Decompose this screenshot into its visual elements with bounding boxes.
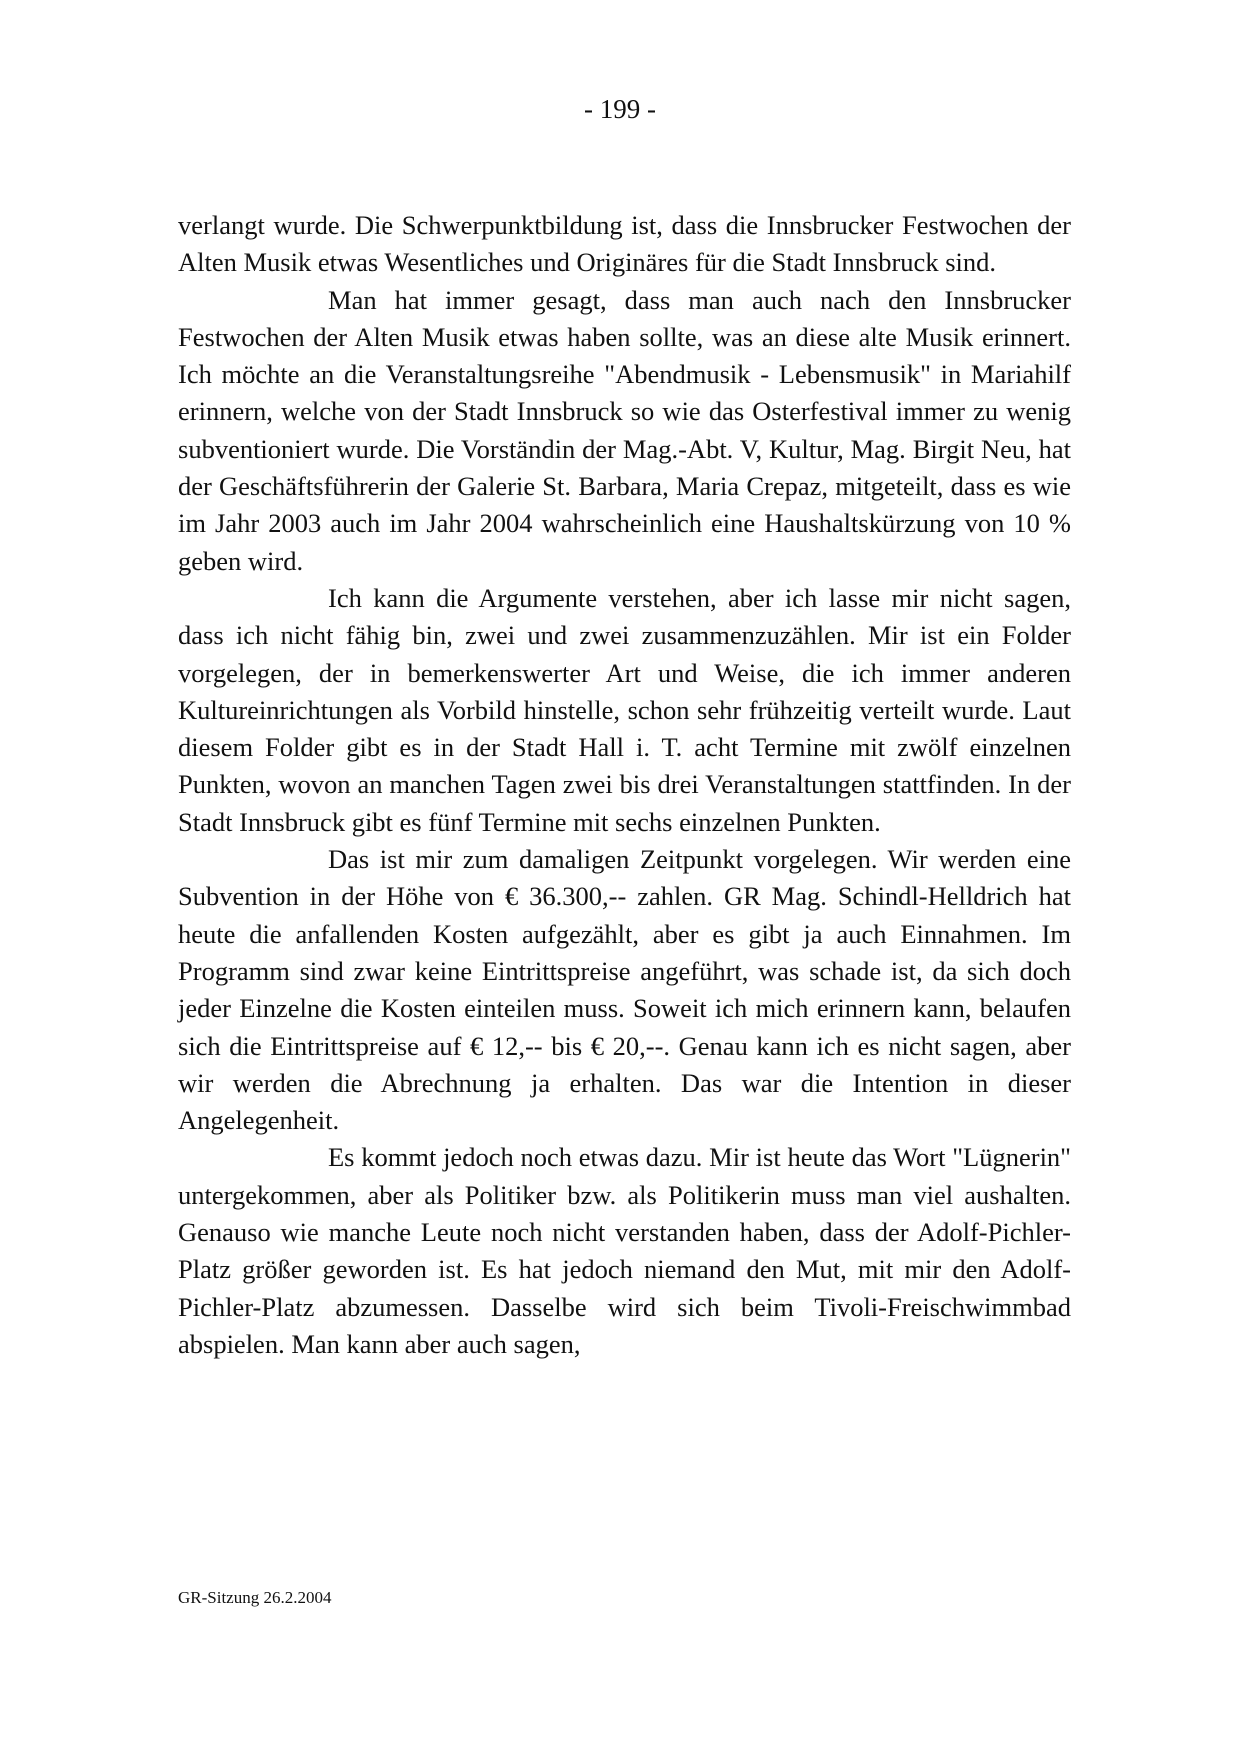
paragraph-4: Das ist mir zum damaligen Zeitpunkt vorgelegen. Wir werden eine Subvention in der Höhe von € 36.300,-- zahlen. GR Mag. Schindl-Helldrich hat heute die anfallenden Kosten aufgezählt, aber es gibt ja auch Einnahmen. Im Programm sind zwar keine Eintrittspreise angeführt, was schade ist, da sich doch jeder Einzelne die Kosten einteilen muss. Soweit ich mich erinnern kann, belaufen sich die Eintrittspreise auf € 12,-- bis € 20,--. Genau kann ich es nicht sagen, aber wir werden die Abrechnung ja erhalten. Das war die Intention in dieser Angelegenheit.: [178, 844, 1071, 1136]
paragraph-5: Es kommt jedoch noch etwas dazu. Mir ist heute das Wort "Lügnerin" untergekommen, aber als Politiker bzw. als Politikerin muss man viel aushalten. Genauso wie manche Leute noch nicht verstanden haben, dass der Adolf-Pichler-Platz größer geworden ist. Es hat jedoch niemand den Mut, mit mir den Adolf-Pichler-Platz abzumessen. Dasselbe wird sich beim Tivoli-Freischwimmbad abspielen. Man kann aber auch sagen,: [178, 1142, 1071, 1359]
paragraph-2: Man hat immer gesagt, dass man auch nach den Innsbrucker Festwochen der Alten Musik etwas haben sollte, was an diese alte Musik erinnert. Ich möchte an die Veranstaltungsreihe "Abendmusik - Lebensmusik" in Mariahilf erinnern, welche von der Stadt Innsbruck so wie das Osterfestival immer zu wenig subventioniert wurde. Die Vorständin der Mag.-Abt. V, Kultur, Mag. Birgit Neu, hat der Geschäftsführerin der Galerie St. Barbara, Maria Crepaz, mitgeteilt, dass es wie im Jahr 2003 auch im Jahr 2004 wahrscheinlich eine Haushaltskürzung von 10 % geben wird.: [178, 284, 1071, 576]
page-number: - 199 -: [584, 94, 656, 124]
paragraph-3: Ich kann die Argumente verstehen, aber ich lasse mir nicht sagen, dass ich nicht fähig bin, zwei und zwei zusammenzuzählen. Mir ist ein Folder vorgelegen, der in bemerkenswerter Art und Weise, die ich immer anderen Kultureinrichtungen als Vorbild hinstelle, schon sehr frühzeitig verteilt wurde. Laut diesem Folder gibt es in der Stadt Hall i. T. acht Termine mit zwölf einzelnen Punkten, wovon an manchen Tagen zwei bis drei Veranstaltungen stattfinden. In der Stadt Innsbruck gibt es fünf Termine mit sechs einzelnen Punkten.: [178, 582, 1071, 837]
document-body: [178, 207, 1071, 1363]
paragraph-1: verlangt wurde. Die Schwerpunktbildung ist, dass die Innsbrucker Festwochen der Alten Musik etwas Wesentliches und Originäres für die Stadt Innsbruck sind.: [178, 210, 1071, 278]
footer-session-date: GR-Sitzung 26.2.2004: [178, 1588, 332, 1607]
